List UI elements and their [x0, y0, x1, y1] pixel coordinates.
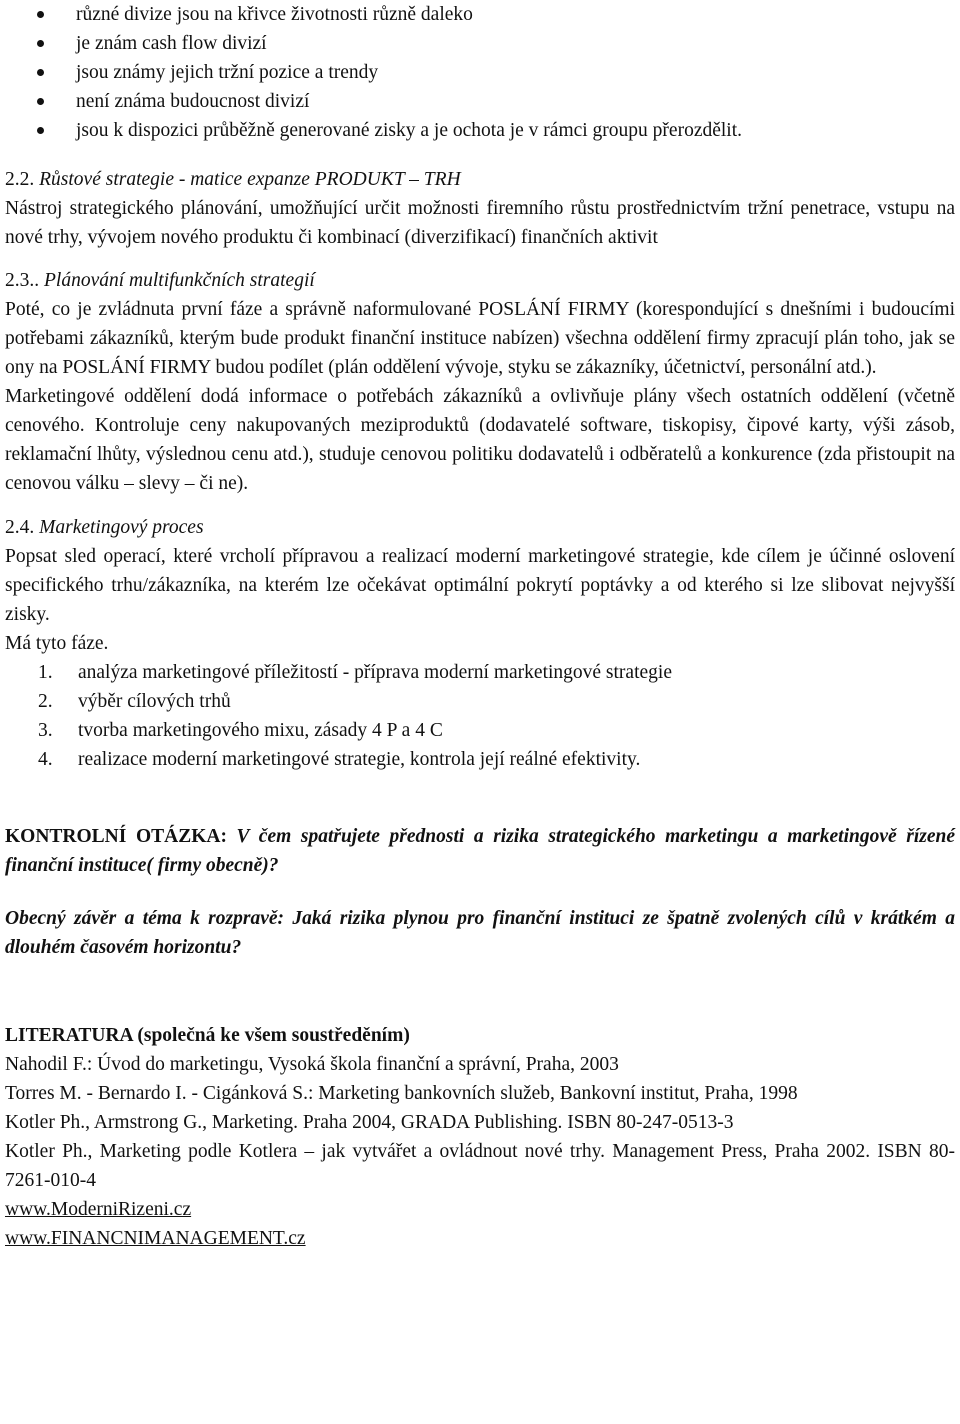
- phase-item: [5, 658, 955, 687]
- phase-item: [5, 745, 955, 774]
- bullet-item: jsou k dispozici průběžně generované zisky a je ochota je v rámci groupu přerozdělit.: [5, 116, 955, 145]
- phase-number: 2.: [38, 691, 53, 712]
- section-2-2-body: Nástroj strategického plánování, umožňující určit možnosti firemního růstu prostřednictvím tržní penetrace, vstupu na nové trhy, vývojem nového produktu či kombinací (diverzifikací) finančních aktivit: [5, 198, 955, 248]
- phase-text: analýza marketingové příležitostí - příprava moderní marketingové strategie: [78, 662, 672, 683]
- document-page: [5, 0, 955, 1253]
- link-financni-management[interactable]: www.FINANCNIMANAGEMENT.cz: [5, 1228, 306, 1249]
- section-2-2-heading: [5, 165, 955, 194]
- discussion-topic: Obecný závěr a téma k rozpravě: Jaká rizika plynou pro finanční instituci ze špatně zvolených cílů v krátkém a dlouhém časovém horizontu?: [5, 908, 955, 958]
- bullet-item: jsou známy jejich tržní pozice a trendy: [5, 58, 955, 87]
- section-2-3-paragraph-2: Marketingové oddělení dodá informace o potřebách zákazníků a ovlivňuje plány všech ostatních oddělení (včetně cenového. Kontroluje ceny nakupovaných meziproduktů (dodavatelé software, tiskopisy, čipové karty, výši zásob, reklamační lhůty, výslednou cenu atd.), studuje cenovou politiku dodavatelů i odběratelů a konkurence (zda přistoupit na cenovou válku – slevy – či ne).: [5, 386, 955, 494]
- control-question-text: V čem spatřujete přednosti a rizika strategického marketingu a marketingově řízené finanční instituce( firmy obecně)?: [5, 826, 955, 876]
- literature-item: Torres M. - Bernardo I. - Cigánková S.: Marketing bankovních služeb, Bankovní institut, Praha, 1998: [5, 1083, 798, 1104]
- bullet-item: různé divize jsou na křivce životnosti různě daleko: [5, 0, 955, 29]
- phase-number: 4.: [38, 749, 53, 770]
- phase-text: realizace moderní marketingové strategie, kontrola její reálné efektivity.: [78, 749, 641, 770]
- section-2-3-paragraph-1: Poté, co je zvládnuta první fáze a správně naformulované POSLÁNÍ FIRMY (korespondující s dnešními i budoucími potřebami zákazníků, kterým bude produkt finanční instituce nabízen) všechna oddělení firmy zpracují plán toho, jak se ony na POSLÁNÍ FIRMY budou podílet (plán oddělení vývoje, styku se zákazníky, účetnictví, personální atd.).: [5, 299, 955, 378]
- bullet-item: je znám cash flow divizí: [5, 29, 955, 58]
- phases-list: [5, 658, 955, 774]
- section-2-3-heading: [5, 266, 955, 295]
- literature-heading: LITERATURA (společná ke všem soustředěním): [5, 1025, 410, 1046]
- section-number: 2.3..: [5, 270, 44, 291]
- phase-item: [5, 687, 955, 716]
- phase-item: [5, 716, 955, 745]
- bullet-list: [5, 0, 955, 145]
- phase-text: tvorba marketingového mixu, zásady 4 P a 4 C: [78, 720, 443, 741]
- phase-text: výběr cílových trhů: [78, 691, 231, 712]
- section-title: Růstové strategie - matice expanze PRODUKT – TRH: [39, 169, 461, 190]
- bullet-item: není známa budoucnost divizí: [5, 87, 955, 116]
- phases-intro: Má tyto fáze.: [5, 633, 109, 654]
- section-number: 2.4.: [5, 517, 40, 538]
- section-title: Plánování multifunkčních strategií: [44, 270, 315, 291]
- phase-number: 1.: [38, 662, 53, 683]
- section-2-4-body: Popsat sled operací, které vrcholí přípravou a realizací moderní marketingové strategie, kde cílem je účinné oslovení specifického trhu/zákazníka, na kterém lze očekávat optimální pokrytí poptávky a od kterého si lze slibovat nejvyšší zisky.: [5, 546, 955, 625]
- section-2-4-heading: [5, 513, 955, 542]
- control-question-label: KONTROLNÍ OTÁZKA:: [5, 826, 227, 847]
- section-title: Marketingový proces: [39, 517, 204, 538]
- link-moderni-rizeni[interactable]: www.ModerniRizeni.cz: [5, 1199, 192, 1220]
- literature-item: Nahodil F.: Úvod do marketingu, Vysoká škola finanční a správní, Praha, 2003: [5, 1054, 619, 1075]
- phase-number: 3.: [38, 720, 53, 741]
- literature-item: Kotler Ph., Armstrong G., Marketing. Praha 2004, GRADA Publishing. ISBN 80-247-0513-3: [5, 1112, 734, 1133]
- control-question: [5, 822, 955, 880]
- section-number: 2.2.: [5, 169, 40, 190]
- literature-item: Kotler Ph., Marketing podle Kotlera – jak vytvářet a ovládnout nové trhy. Management Press, Praha 2002. ISBN 80-7261-010-4: [5, 1141, 955, 1191]
